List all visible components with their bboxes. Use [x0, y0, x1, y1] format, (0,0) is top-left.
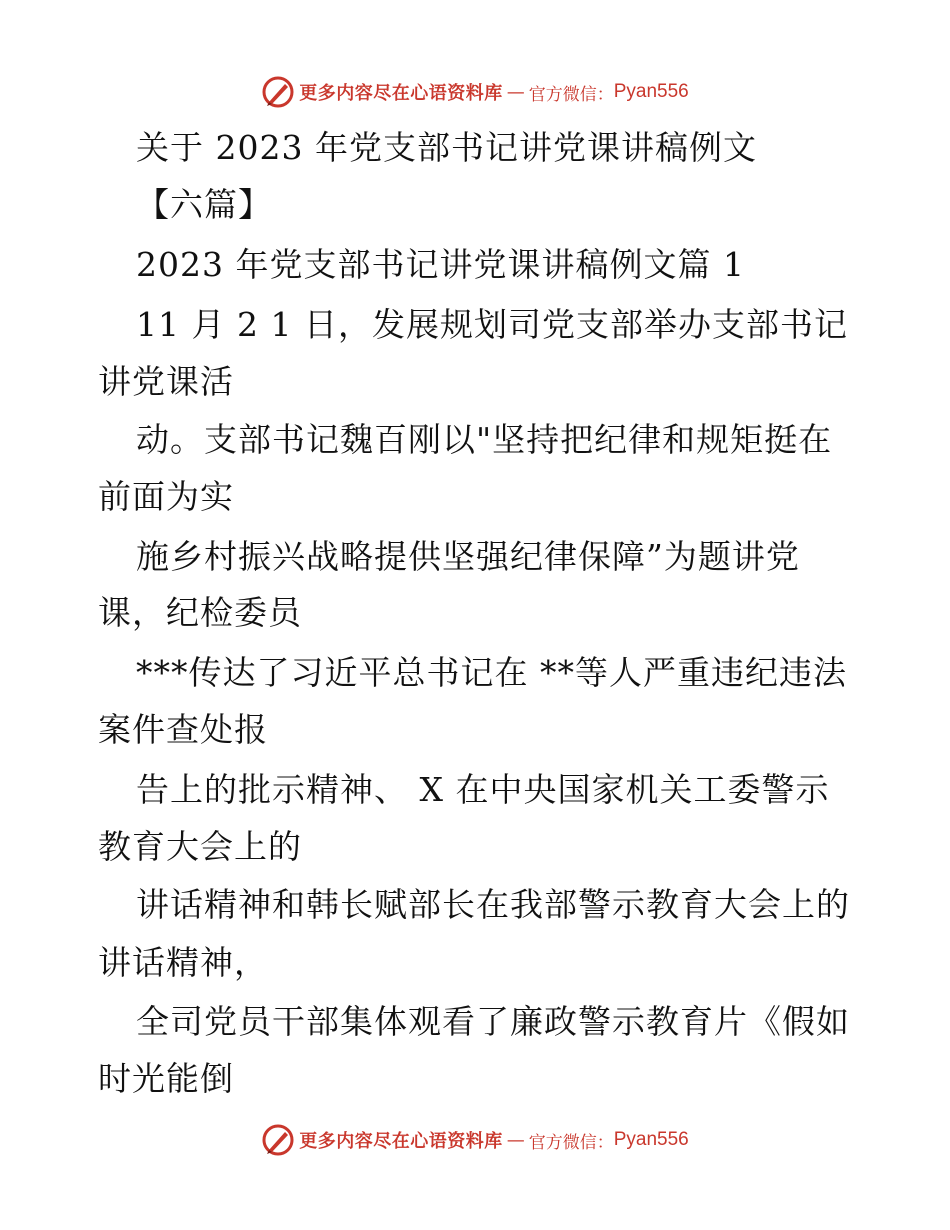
- watermark-wechat-id: Pyan556: [613, 1129, 689, 1150]
- paragraph-line: 讲话精神，: [98, 943, 268, 982]
- paragraph-line: 施乡村振兴战略提供坚强纪律保障”为题讲党: [136, 537, 800, 576]
- watermark-wechat-label: 官方微信：: [528, 1132, 614, 1153]
- paragraph-line: 课，纪检委员: [98, 593, 302, 632]
- paragraph-line: 教育大会上的: [98, 827, 302, 866]
- watermark-wechat-label: 官方微信：: [528, 84, 614, 105]
- watermark-wechat-id: Pyan556: [613, 81, 689, 102]
- paragraph-line: 动。支部书记魏百刚以"坚持把纪律和规矩挺在: [136, 420, 833, 459]
- paragraph-line: 11 月 2 1 日，发展规划司党支部举办支部书记: [136, 305, 848, 344]
- watermark-text: 更多内容尽在心语资料库: [299, 1131, 503, 1152]
- section-heading: 2023 年党支部书记讲党课讲稿例文篇 1: [136, 245, 745, 284]
- paragraph-line: 讲话精神和韩长赋部长在我部警示教育大会上的: [136, 885, 850, 924]
- paragraph-line: 全司党员干部集体观看了廉政警示教育片《假如: [136, 1002, 850, 1041]
- watermark-dash: —: [506, 1129, 525, 1151]
- watermark-banner-top: [0, 72, 950, 112]
- pen-logo-icon: [261, 1123, 295, 1157]
- watermark-text: 更多内容尽在心语资料库: [299, 83, 503, 104]
- paragraph-line: 前面为实: [98, 477, 234, 516]
- paragraph-line: 时光能倒: [98, 1059, 234, 1098]
- paragraph-line: ***传达了习近平总书记在 **等人严重违纪违法: [136, 653, 847, 692]
- document-title-suffix: 【六篇】: [136, 185, 272, 224]
- document-title: 关于 2023 年党支部书记讲党课讲稿例文: [136, 128, 757, 167]
- watermark-banner-bottom: [0, 1120, 950, 1160]
- watermark-dash: —: [506, 81, 525, 103]
- paragraph-line: 案件查处报: [98, 710, 268, 749]
- pen-logo-icon: [261, 75, 295, 109]
- paragraph-line: 讲党课活: [98, 362, 234, 401]
- paragraph-line: 告上的批示精神、 X 在中央国家机关工委警示: [136, 770, 830, 809]
